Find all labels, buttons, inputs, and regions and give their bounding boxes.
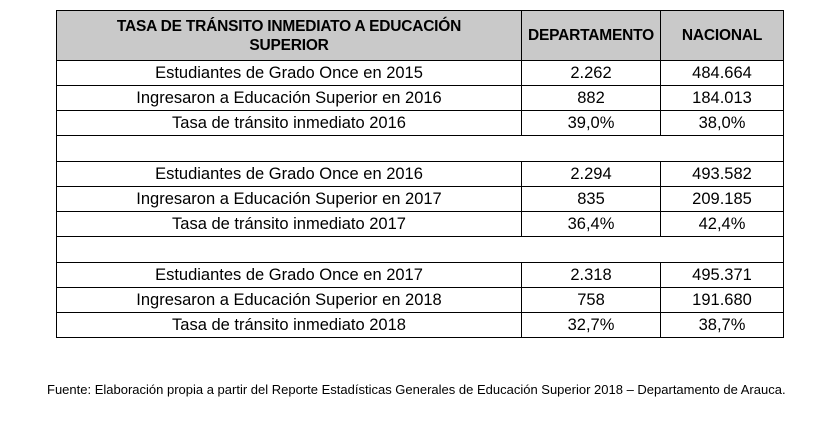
table-row [57, 111, 784, 136]
table-row [57, 162, 784, 187]
row-label: Ingresaron a Educación Superior en 2018 [57, 288, 522, 313]
row-label: Tasa de tránsito inmediato 2016 [57, 111, 522, 136]
row-label: Tasa de tránsito inmediato 2018 [57, 313, 522, 338]
row-departamento-value: 2.294 [522, 162, 661, 187]
row-nacional-value: 191.680 [661, 288, 784, 313]
header-indicator: TASA DE TRÁNSITO INMEDIATO A EDUCACIÓN SUPERIOR [57, 11, 522, 61]
row-nacional-value: 184.013 [661, 86, 784, 111]
row-label: Tasa de tránsito inmediato 2017 [57, 212, 522, 237]
row-departamento-value: 36,4% [522, 212, 661, 237]
row-label: Ingresaron a Educación Superior en 2017 [57, 187, 522, 212]
row-departamento-value: 835 [522, 187, 661, 212]
row-label: Estudiantes de Grado Once en 2017 [57, 263, 522, 288]
row-label: Estudiantes de Grado Once en 2015 [57, 61, 522, 86]
transit-rate-table-container [56, 10, 783, 338]
table-row [57, 212, 784, 237]
row-departamento-value: 882 [522, 86, 661, 111]
row-label: Estudiantes de Grado Once en 2016 [57, 162, 522, 187]
row-nacional-value: 42,4% [661, 212, 784, 237]
table-row [57, 313, 784, 338]
row-departamento-value: 2.318 [522, 263, 661, 288]
row-departamento-value: 758 [522, 288, 661, 313]
row-nacional-value: 38,0% [661, 111, 784, 136]
header-departamento: DEPARTAMENTO [522, 11, 661, 61]
table-header-row [57, 11, 784, 61]
row-departamento-value: 32,7% [522, 313, 661, 338]
table-spacer-row [57, 136, 784, 162]
header-nacional: NACIONAL [661, 11, 784, 61]
table-row [57, 288, 784, 313]
table-row [57, 86, 784, 111]
table-row [57, 187, 784, 212]
row-nacional-value: 484.664 [661, 61, 784, 86]
spacer-cell [57, 136, 784, 162]
table-row [57, 61, 784, 86]
row-nacional-value: 493.582 [661, 162, 784, 187]
table-spacer-row [57, 237, 784, 263]
row-nacional-value: 209.185 [661, 187, 784, 212]
source-note: Fuente: Elaboración propia a partir del Reporte Estadísticas Generales de Educación Superior 2018 – Departamento de Arauca. [47, 382, 786, 397]
row-departamento-value: 39,0% [522, 111, 661, 136]
row-nacional-value: 495.371 [661, 263, 784, 288]
table-row [57, 263, 784, 288]
row-nacional-value: 38,7% [661, 313, 784, 338]
row-departamento-value: 2.262 [522, 61, 661, 86]
transit-rate-table [56, 10, 784, 338]
spacer-cell [57, 237, 784, 263]
row-label: Ingresaron a Educación Superior en 2016 [57, 86, 522, 111]
